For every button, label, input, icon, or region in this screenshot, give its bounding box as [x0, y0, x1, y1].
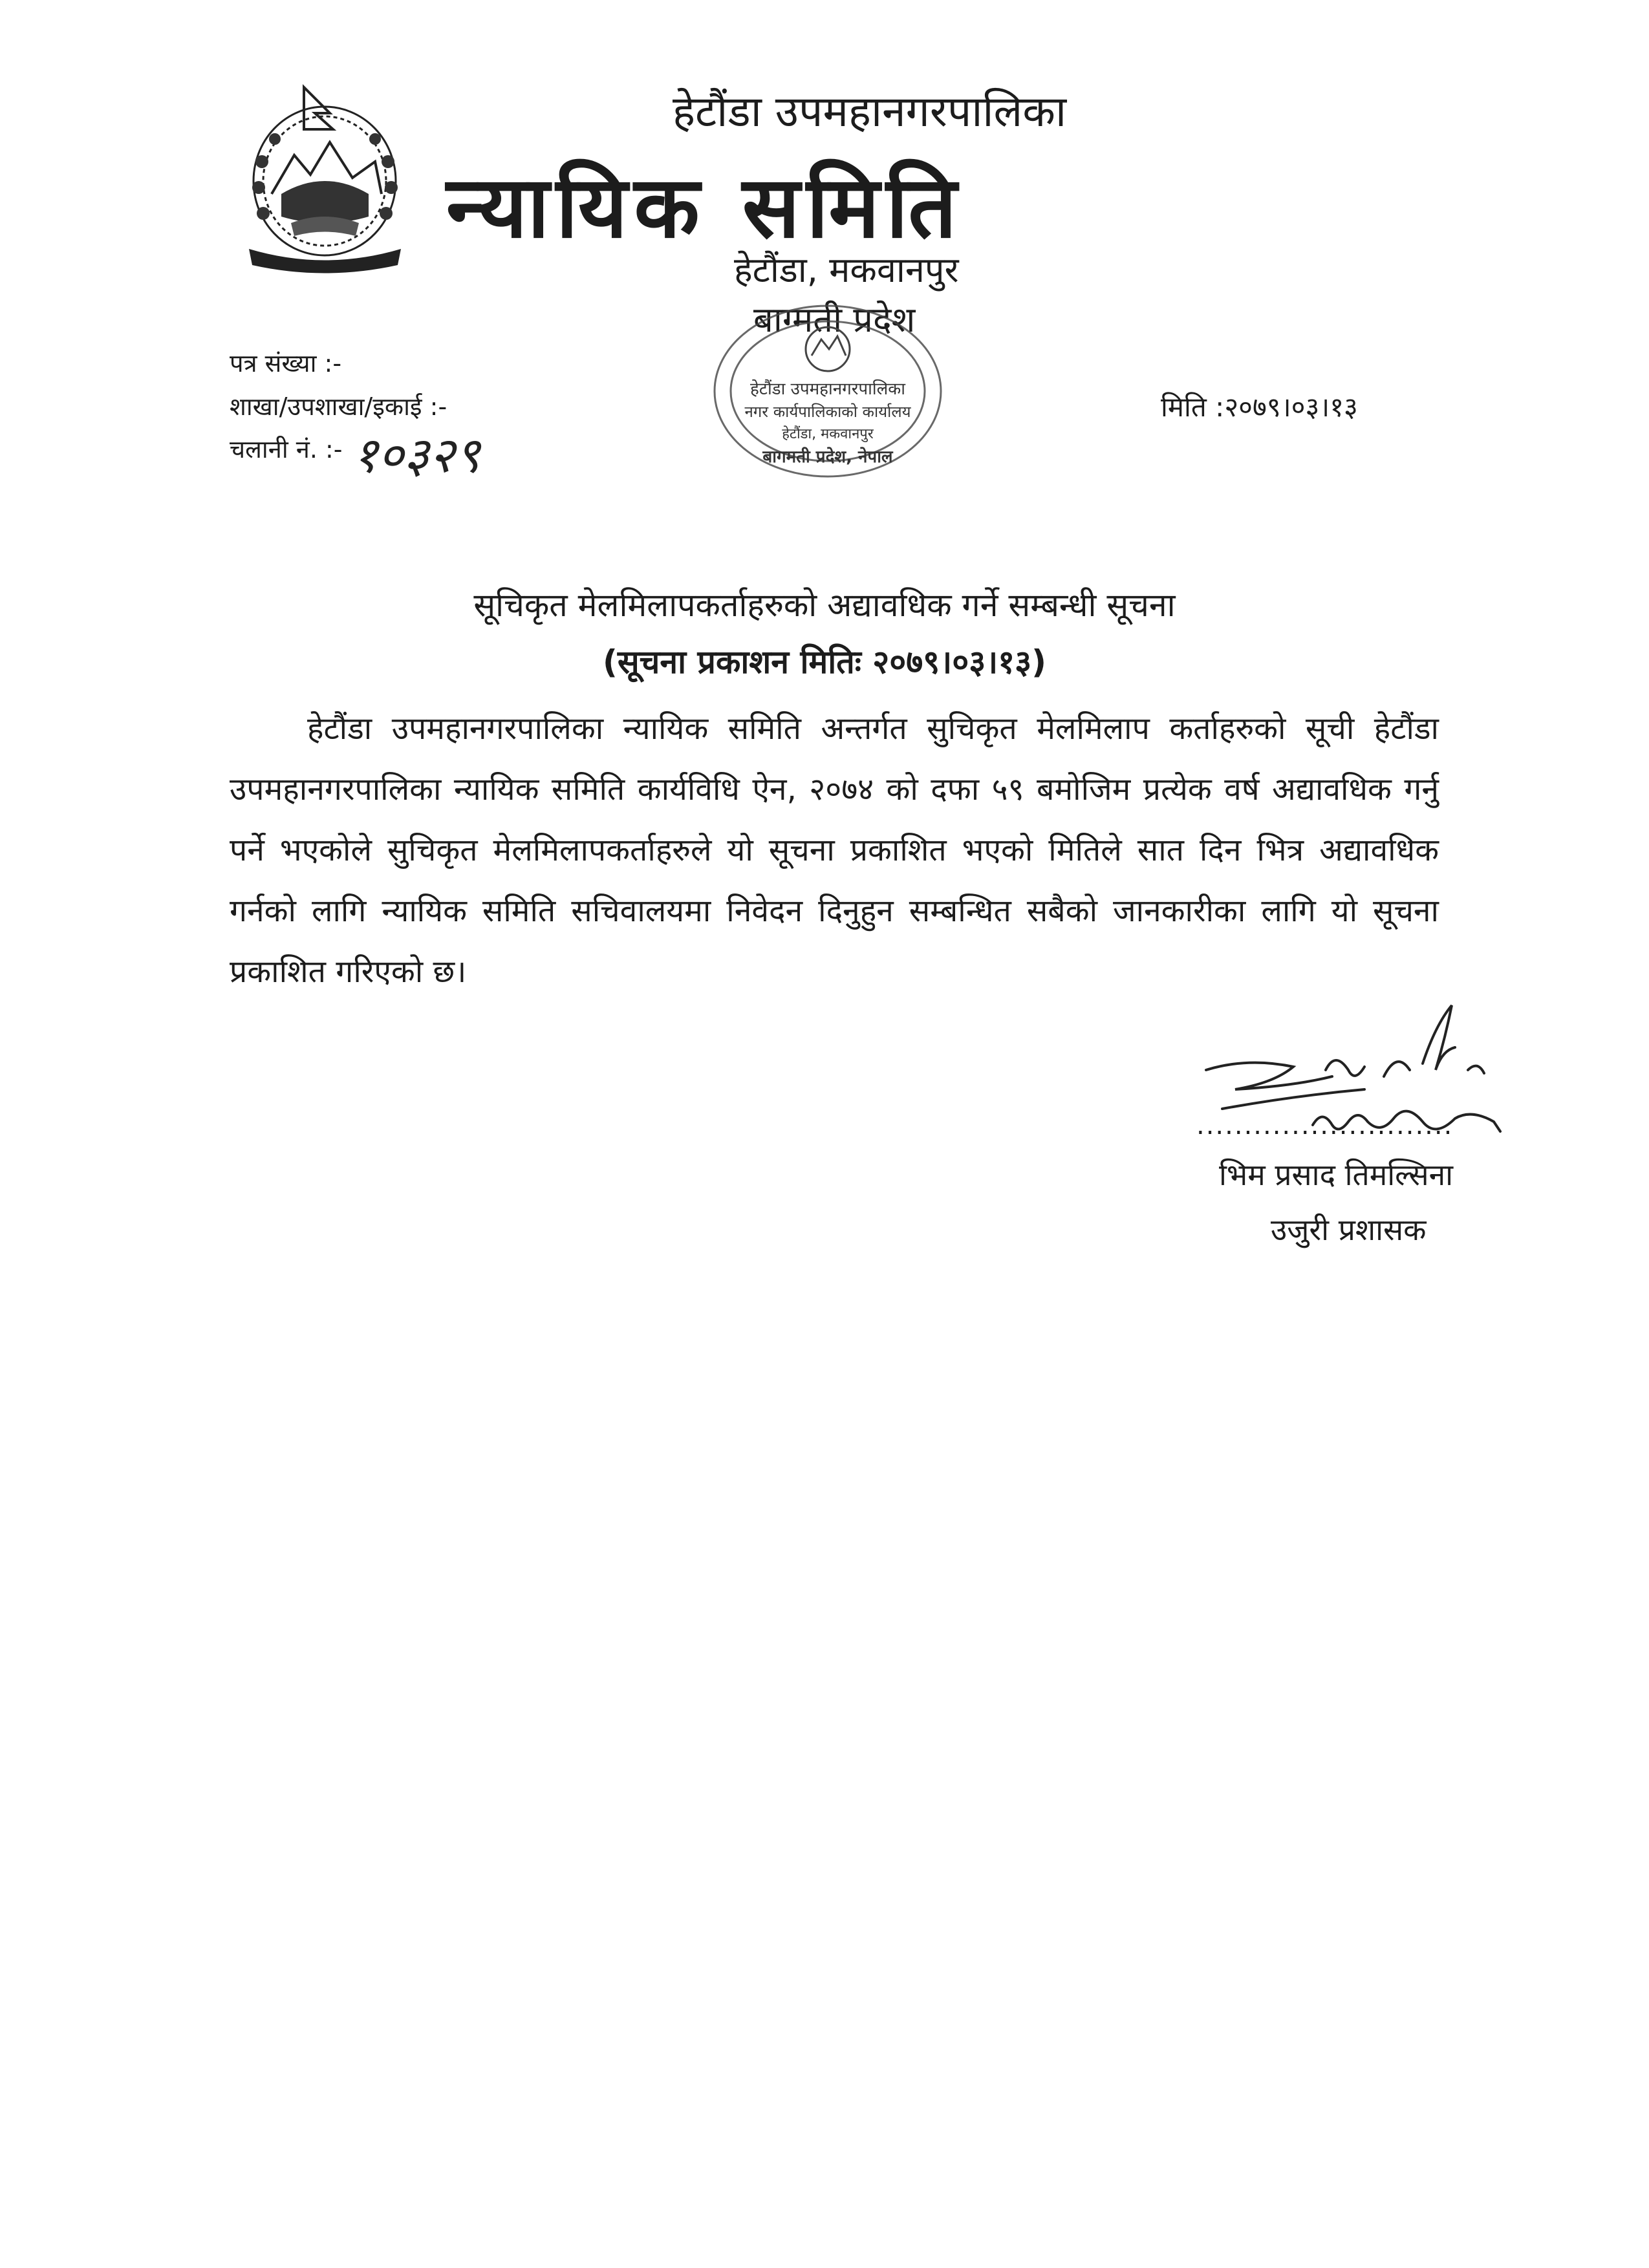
notice-body: हेटौंडा उपमहानगरपालिका न्यायिक समिति अन्तर्गत सुचिकृत मेलमिलाप कर्ताहरुको सूची हेटौंडा उपमहानगरपालिका न्यायिक समिति कार्यविधि ऐन, २०७४ को दफा ५९ बमोजिम प्रत्येक वर्ष अद्यावधिक गर्नु पर्ने भएकोले सुचिकृत मेलमिलापकर्ताहरुले यो सूचना प्रकाशित भएको मितिले सात दिन भित्र अद्यावधिक गर्नको लागि न्यायिक समिति सचिवालयमा निवेदन दिनुहुन सम्बन्धित सबैको जानकारीका लागि यो सूचना प्रकाशित गरिएको छ।	[230, 711, 1439, 990]
letter-number-label: पत्र संख्या :-	[230, 349, 342, 378]
nepal-government-emblem-icon	[236, 78, 414, 278]
stamp-line-4: बागमती प्रदेश, नेपाल	[762, 447, 893, 467]
stamp-emblem-icon	[806, 327, 850, 371]
notice-title: सूचिकृत मेलमिलापकर्ताहरुको अद्यावधिक गर्ने सम्बन्धी सूचना	[473, 586, 1176, 624]
signer-name: भिम प्रसाद तिमल्सिना	[1219, 1157, 1454, 1192]
date-value: २०७९।०३।१३	[1224, 391, 1358, 423]
branch-label: शाखा/उपशाखा/इकाई :-	[230, 392, 447, 421]
handwritten-signature	[1196, 999, 1533, 1167]
date-label: मिति :	[1161, 391, 1225, 423]
dispatch-number-label: चलानी नं. :-	[230, 435, 343, 464]
signer-title: उजुरी प्रशासक	[1271, 1212, 1427, 1247]
stamp-line-3: हेटौंडा, मकवानपुर	[782, 426, 874, 442]
letter-date	[1161, 388, 1358, 425]
stamp-line-2: नगर कार्यपालिकाको कार्यालय	[744, 403, 911, 421]
office-stamp	[705, 297, 951, 485]
notice-publish-date: (सूचना प्रकाशन मितिः २०७९।०३।१३)	[602, 643, 1047, 681]
office-name: हेटौंडा उपमहानगरपालिका	[673, 87, 1067, 136]
signature-line: ...........................	[1196, 1111, 1454, 1140]
office-province: बाग्मती प्रदेश	[753, 299, 916, 340]
stamp-line-1: हेटौंडा उपमहानगरपालिका	[750, 380, 905, 399]
dispatch-number-value: १०३२९	[352, 426, 480, 484]
committee-title: न्यायिक समिति	[446, 158, 964, 257]
office-address: हेटौंडा, मकवानपुर	[734, 250, 959, 290]
